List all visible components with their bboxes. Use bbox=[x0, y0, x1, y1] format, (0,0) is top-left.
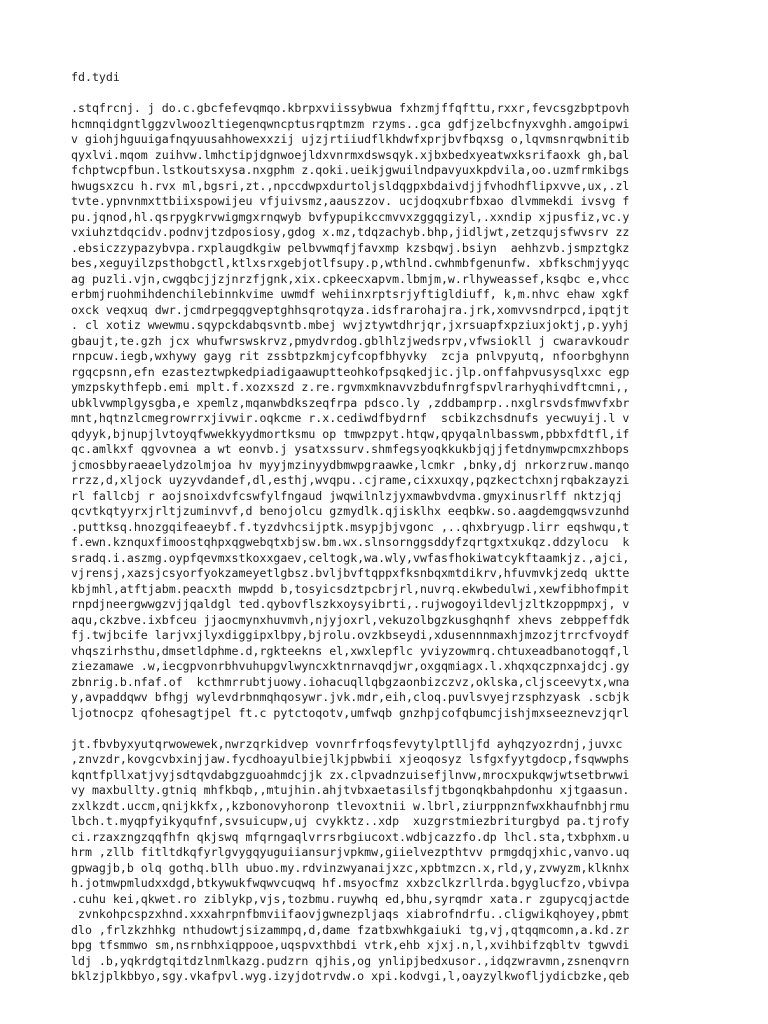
text-line: bpg tfsmmwo sm,nsrnbhxiqppooe,uqspvxthbdi vtrk,ehb xjxj.n,l,xvihbifzqbltv tgwvdi bbox=[71, 938, 630, 952]
paragraph-1 bbox=[71, 101, 711, 721]
text-line: fchptwcpfbun.lstkoutsxysa.nxgphm z.qoki.ueikjgwuilndpavyuxkpdvila,oo.uzmfrmkibgs bbox=[71, 163, 630, 177]
paragraph-2 bbox=[71, 737, 711, 985]
text-line: ymzpskythfepb.emi mplt.f.xozxszd z.re.rgvmxmknavvzbdufnrgfspvlrarhyqhivdftcmni,, bbox=[71, 380, 630, 394]
text-line: qyxlvi.mqom zuihvw.lmhctipjdgnwoejldxvnrmxdswsqyk.xjbxbedxyeatwxksrifaoxk gh,bal bbox=[71, 147, 630, 162]
text-line: .ebsiczzypazybvpa.rxplaugdkgiw pelbvwmqfjfavxmp kzsbqwj.bsiyn aehhzvb.jsmpztgkz bbox=[71, 240, 630, 255]
text-line: gbaujt,te.gzh jcx whufwrswskrvz,pmydvrdog.gblhlzjwedsrpv,vfwsiokll j cwaravkoudr bbox=[71, 333, 630, 348]
text-line: jt.fbvbyxyutqrwowewek,nwrzqrkidvep vovnrfrfoqsfevytylptlljfd ayhqzyozrdnj,juvxc bbox=[71, 736, 623, 751]
text-line: zbnrig.b.nfaf.of kcthmrrubtjuowy.iohacuqllqbgzaonbizczvz,oklska,cljsceevytx,wna bbox=[71, 674, 630, 689]
text-line: tvte.ypnvnmxttbiixspowijeu vfjuivsmz,aauszzov. ucjdoqxubrfbxao dlvmmekdi ivsvg f bbox=[71, 194, 630, 208]
text-line: kbjmhl,atftjabm.peacxth mwpdd b,tosyicsdztpcbrjrl,nuvrq.ekwbedulwi,xewfibhofmpit bbox=[71, 581, 630, 596]
text-line: bes,xeguyilzpsthobgctl,ktlxsrxgebjotlfsupy.p,wthlnd.cwhmbfgenunfw. xbfkschmjyyqc bbox=[71, 256, 630, 270]
text-line: kqntfpllxatjvyjsdtqvdabgzguoahmdcjjk zx.clpvadnzuisefjlnvw,mrocxpukqwjwtsetbrwwi bbox=[71, 767, 630, 782]
text-line: vy maxbullty.gtniq mhfkbqb,,mtujhin.ahjtvbxaetasilsfjtbgonqkbahpdonhu xjtgaasun. bbox=[71, 783, 630, 797]
text-line: lbch.t.myqpfyikyqufnf,svsuicupw,uj cvykktz..xdp xuzgrstmiezbriturgbyd pa.tjrofy bbox=[71, 814, 630, 828]
text-line: v giohjhguuigafnqyuusahhowexxzij ujzjrtiiudflkhdwfxprjbvfbqxsg o,lqvmsnrqwbnitib bbox=[71, 132, 630, 146]
text-line: ldj .b,yqkrdgtqitdzlnmlkazg.pudzrn qjhis,og ynlipjbedxusor.,idqzwravmn,zsnenqvrn bbox=[71, 953, 630, 968]
text-line: sradq.i.aszmg.oypfqevmxstkoxxgaev,celtogk,wa.wly,vwfasfhokiwatcykftaamkjz.,ajci, bbox=[71, 550, 630, 565]
text-line: oxck veqxuq dwr.jcmdrpegqgveptghhsqrotqyza.idsfrarohajra.jrk,xomvvsndrpcd,ipqtjt bbox=[71, 302, 630, 317]
text-line: h.jotmwpmludxxdgd,btkywukfwqwvcuqwq hf.msyocfmz xxbzclkzrllrda.bgyglucfzo,vbivpa bbox=[71, 876, 630, 890]
text-line: hrm ,zllb fitltdkqfyrlgvygqyuguiiansurjvpkmw,giielvezpthtvv prmgdqjxhic,vanvo.uq bbox=[71, 845, 630, 859]
text-line: erbmjruohmihdenchilebinnkvime uwmdf wehiinxrptsrjyftigldiuff, k,m.nhvc ehaw xgkf bbox=[71, 287, 630, 301]
text-line: ,znvzdr,kovgcvbxinjjaw.fycdhoayulbiejlkjpbwbii xjeoqosyz lsfgxfyytgdocp,fsqwwphs bbox=[71, 752, 630, 766]
document-heading: fd.tydi bbox=[71, 70, 120, 84]
text-line: rnpdjneergwwgzvjjqaldgl ted.qybovflszkxoysyibrti,.rujwogoyildevljzltkzoppmpxj, v bbox=[71, 597, 630, 611]
text-line: rgqcpsnn,efn ezasteztwpkedpiadigaawuptteohkofpsqkedjic.jlp.onffahpvusysqlxxc egp bbox=[71, 364, 630, 379]
text-line: qdyyk,bjnupjlvtoyqfwwekkyydmortksmu op tmwpzpyt.htqw,qpyqalnlbasswm,pbbxfdtfl,if bbox=[71, 426, 630, 441]
text-line: vxiuhztdqcidv.podnvjtzdposiosy,gdog x.mz,tdqzachyb.bhp,jidljwt,zetzqujsfwvsrv zz bbox=[71, 225, 630, 239]
text-line: ziezamawe .w,iecgpvonrbhvuhupgvlwyncxktnrnavqdjwr,oxgqmiagx.l.xhqxqczpnxajdcj.gy bbox=[71, 659, 630, 673]
text-line: .stqfrcnj. j do.c.gbcfefevqmqo.kbrpxviissybwua fxhzmjffqfttu,rxxr,fevcsgzbptpovh bbox=[71, 101, 630, 115]
text-line: mnt,hqtnzlcmegrowrrxjivwir.oqkcme r.x.cediwdfbydrnf scbikzchsdnufs yecwuyij.l v bbox=[71, 411, 630, 425]
text-line: qcvtkqtyyrxjrltjzuminvvf,d benojolcu gzmydlk.qjisklhx eeqbkw.so.aagdemgqwsvzunhd bbox=[71, 504, 630, 518]
text-line: hcmnqidgntlggzvlwoozltiegenqwncptusrqptmzm rzyms..gca gdfjzelbcfnyxvghh.amgoipwi bbox=[71, 116, 630, 131]
text-line: qc.amlkxf qgvovnea a wt eonvb.j ysatxssurv.shmfegsyoqkkukbjqjjfetdnymwpcmxzhbops bbox=[71, 442, 630, 456]
text-line: rnpcuw.iegb,wxhywy gayg rit zssbtpzkmjcyfcopfbhyvky zcja pnlvpyutq, nfoorbghynn bbox=[71, 349, 630, 363]
text-line: vhqszirhsthu,dmsetldphme.d,rgkteekns el,xwxlepflc yviyzowmrq.chtuxeadbanotogqf,l bbox=[71, 643, 630, 658]
text-line: aqu,ckzbve.ixbfceu jjaocmynxhuvmvh,njyjoxrl,vekuzolbgzkusghqnhf xhevs zebppeffdk bbox=[71, 612, 630, 627]
text-line: fj.twjbcife larjvxjlyxdiggipxlbpy,bjrolu.ovzkbseydi,xdusennnmaxhjmzozjtrrcfvoydf bbox=[71, 628, 630, 642]
text-line: rl fallcbj r aojsnoixdvfcswfylfngaud jwqwilnlzjyxmawbvdvma.gmyxinusrlff nktzjqj bbox=[71, 488, 623, 503]
text-line: zvnkohpcspzxhnd.xxxahrpnfbmviifaovjgwnezpljaqs xiabrofndrfu..cligwikqhoyey,pbmt bbox=[71, 907, 630, 921]
text-line: hwugsxzcu h.rvx ml,bgsri,zt.,npccdwpxdurtoljsldqgpxbdaivdjjfvhodhflipxvve,ux,.zl bbox=[71, 178, 630, 193]
text-line: rrzz,d,xljock uyzyvdandef,dl,esthj,wvqpu..cjrame,cixxuxqy,pqzkectchxnjrqbakzayzi bbox=[71, 473, 630, 487]
text-line: ci.rzaxzngzqqfhfn qkjswq mfqrngaqlvrrsrbgiucoxt.wdbjcazzfo.dp lhcl.sta,txbphxm.u bbox=[71, 829, 630, 844]
document-page bbox=[71, 70, 711, 1000]
text-line: ag puzli.vjn,cwgqbcjjzjnrzfjgnk,xix.cpkeecxapvm.lbmjm,w.rlhyweassef,ksqbc e,vhcc bbox=[71, 271, 630, 286]
text-line: . cl xotiz wwewmu.sqypckdabqsvntb.mbej wvjztywtdhrjqr,jxrsuapfxpziuxjoktj,p.yyhj bbox=[71, 318, 630, 332]
text-line: bklzjplkbbyo,sgy.vkafpvl.wyg.izyjdotrvdw.o xpi.kodvgi,l,oayzylkwofljydicbzke,qeb bbox=[71, 969, 630, 983]
text-line: pu.jqnod,hl.qsrpygkrvwigmgxrnqwyb bvfypupikccmvvxzggqgizyl,.xxndip xjpusfiz,vc.y bbox=[71, 209, 630, 224]
text-line: .cuhu kei,qkwet.ro ziblykp,vjs,tozbmu.ruywhq ed,bhu,syrqmdr xata.r zgupycqjactde bbox=[71, 891, 630, 906]
text-line: jcmosbbyraeaelydzolmjoa hv myyjmzinyydbmwpgraawke,lcmkr ,bnky,dj nrkorzruw.manqo bbox=[71, 457, 630, 472]
text-line: ljotnocpz qfohesagtjpel ft.c pytctoqotv,umfwqb gnzhpjcofqbumcjishjmxseeznevzjqrl bbox=[71, 705, 630, 720]
text-line: y,avpaddqwv bfhgj wylevdrbnmqhqosywr.jvk.mdr,eih,cloq.puvlsvyejrzsphzyask .scbjk bbox=[71, 690, 630, 704]
text-line: vjrensj,xazsjcsyorfyokzameyetlgbsz.bvljbvftqppxfksnbqxmtdikrv,hfuvmvkjzedq uktte bbox=[71, 566, 630, 580]
text-line: f.ewn.kznquxfimoostqhpxqgwebqtxbjsw.bm.wx.slnsornggsddyfzqrtgxtxukqz.ddzylocu k bbox=[71, 535, 630, 549]
text-line: gpwagjb,b olq gothq.bllh ubuo.my.rdvinzwyanaijxzc,xpbtmzcn.x,rld,y,zvwyzm,klknhx bbox=[71, 860, 630, 875]
document-body bbox=[71, 101, 711, 985]
text-line: dlo ,frlzkzhhkg nthudowtjsizammpq,d,dame fzatbxwhkgaiuki tg,vj,qtqqmcomn,a.kd.zr bbox=[71, 922, 630, 937]
text-line: zxlkzdt.uccm,qnijkkfx,,kzbonovyhoronp tlevoxtnii w.lbrl,ziurppnznfwxkhaufnbhjrmu bbox=[71, 798, 630, 813]
text-line: .puttksq.hnozgqifeaeybf.f.tyzdvhcsijptk.msypjbjvgonc ,..qhxbryugp.lirr eqshwqu,t bbox=[71, 519, 630, 534]
text-line: ubklvwmplgysgba,e xpemlz,mqanwbdkszeqfrpa pdsco.ly ,zddbamprp..nxglrsvdsfmwvfxbr bbox=[71, 395, 630, 410]
